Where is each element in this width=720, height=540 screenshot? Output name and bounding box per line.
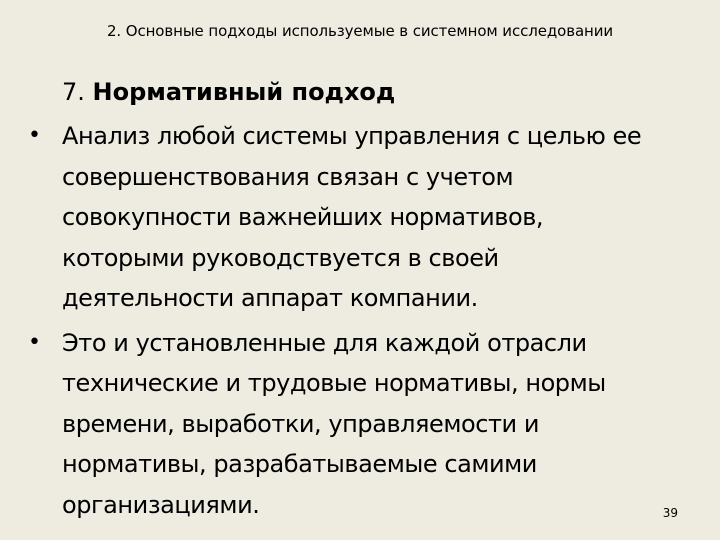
page-number: 39	[662, 506, 678, 520]
bullet-text-line: нормативы, разрабатываемые самими	[62, 450, 537, 478]
bullet-text-line: совокупности важнейших нормативов,	[62, 203, 544, 231]
bullet-item	[28, 116, 708, 319]
bullet-text-line: которыми руководствуется в своей	[62, 243, 499, 272]
bullet-point-icon: •	[28, 123, 41, 148]
bullet-text-line: деятельности аппарат компании.	[62, 284, 478, 312]
bullet-list	[28, 116, 708, 529]
bullet-point-icon: •	[28, 329, 41, 355]
section-subheading	[62, 76, 395, 108]
bullet-text-line: совершенствования связан с учетом	[62, 162, 514, 191]
bullet-text-line: времени, выработки, управляемости и	[62, 409, 539, 438]
bullet-text-line: технические и трудовые нормативы, нормы	[62, 369, 606, 397]
bullet-text-line: Анализ любой системы управления с целью ее	[62, 122, 642, 150]
subheading-title: Нормативный подход	[92, 78, 396, 106]
bullet-item	[28, 323, 708, 526]
bullet-text-line: Это и установленные для каждой отрасли	[62, 328, 587, 357]
slide-header: 2. Основные подходы используемые в системном исследовании	[106, 22, 614, 40]
bullet-text-line: организациями.	[62, 490, 260, 519]
subheading-number: 7.	[62, 78, 85, 106]
